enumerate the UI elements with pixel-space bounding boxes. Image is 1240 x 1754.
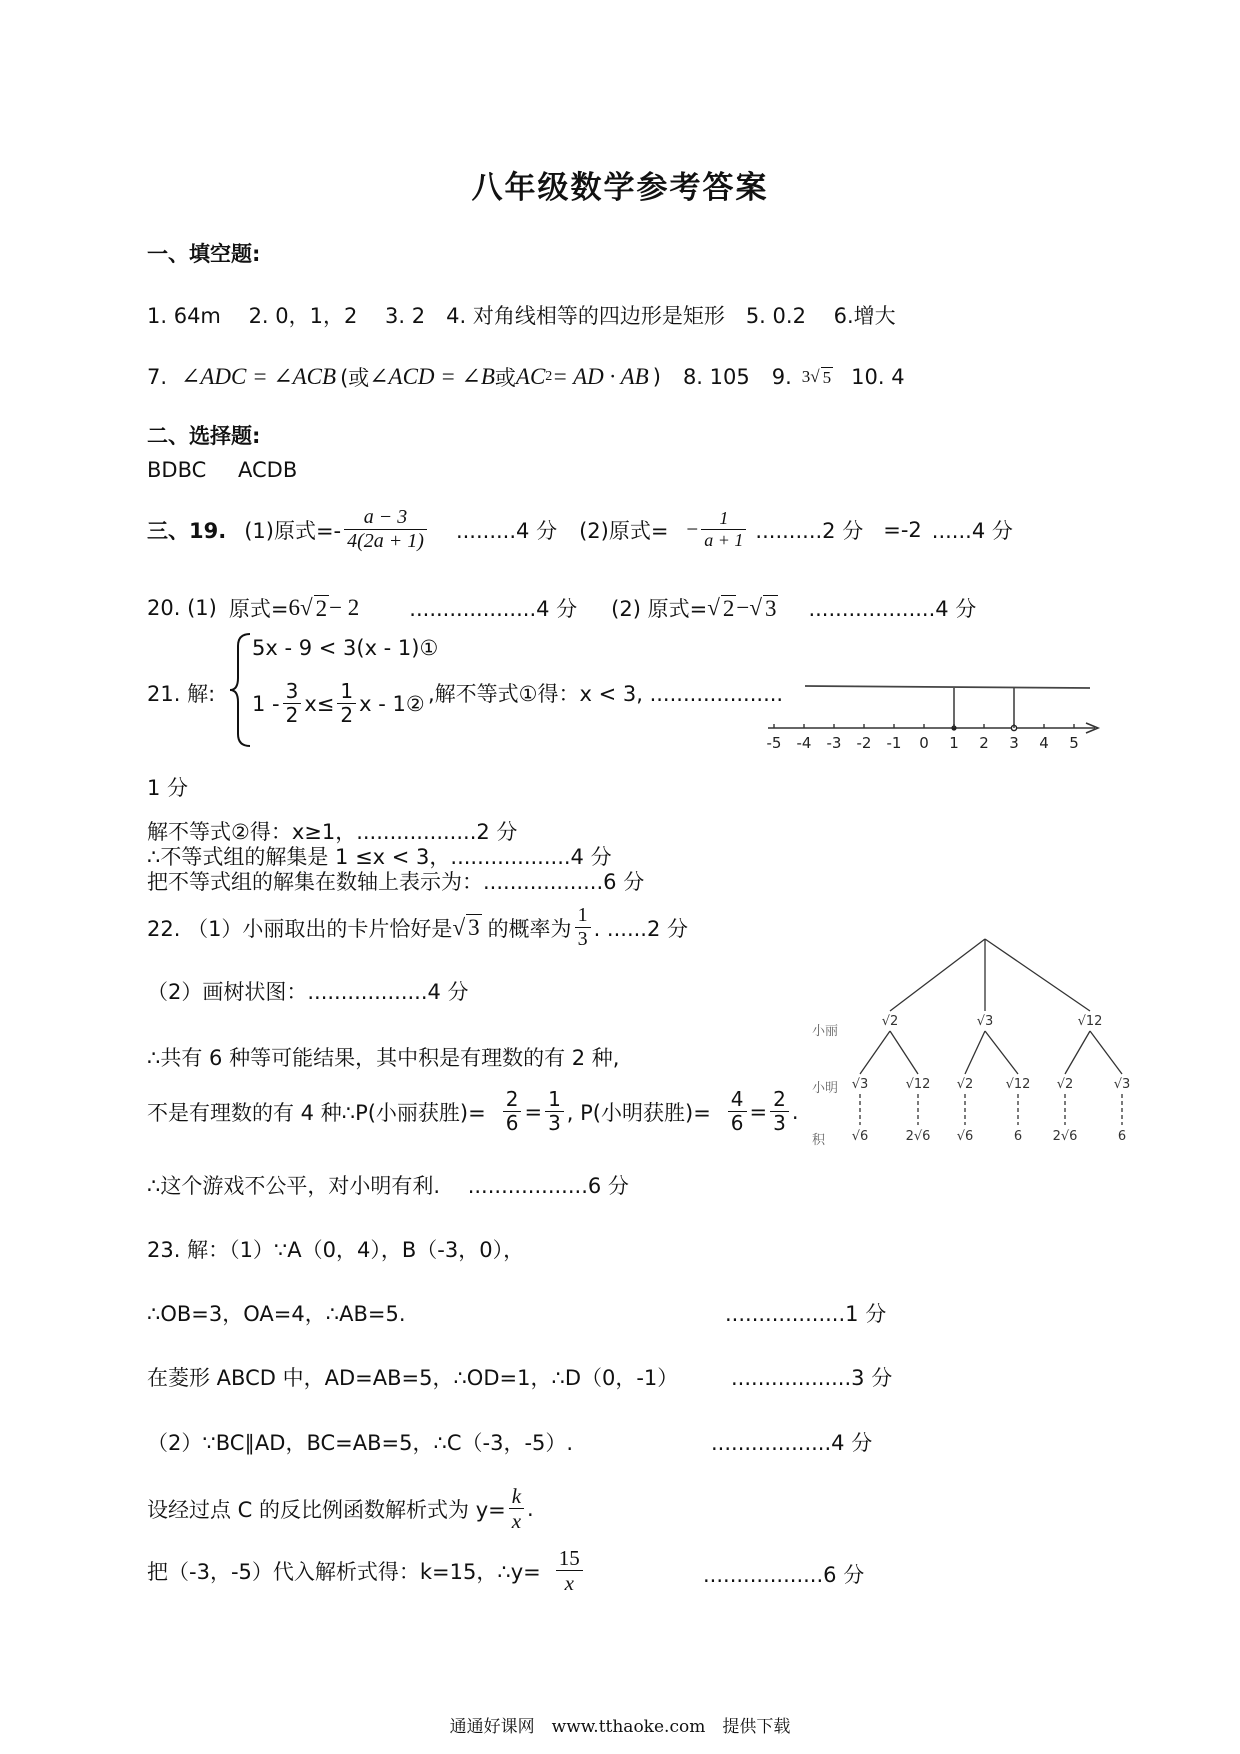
tick-label: -3	[826, 734, 842, 752]
q23-line-5	[147, 1484, 534, 1533]
q20-expr-1-coefficient: 6	[288, 595, 300, 620]
q22-fraction-2-3	[770, 1088, 789, 1135]
tree-product: √6	[851, 1129, 869, 1144]
q22-fraction-4-6-denominator: 6	[730, 1111, 744, 1135]
tick-label: -2	[856, 734, 872, 752]
q7-exponent: 2	[545, 369, 553, 384]
q21-fraction-1-2-denominator: 2	[340, 703, 354, 727]
q23-line-2: ∴OB=3，OA=4，∴AB=5.	[147, 1302, 406, 1326]
tree-row-label: 小丽	[812, 1024, 839, 1039]
tree-branch	[1090, 1031, 1122, 1074]
q21-score-1: 1 分	[147, 776, 189, 800]
q23-line-6	[147, 1546, 586, 1595]
q20-part2-label: (2) 原式=	[611, 597, 708, 621]
q23-fraction-k-x-denominator: x	[511, 1509, 522, 1534]
number-line	[760, 672, 1110, 752]
tree-row-label: 小明	[812, 1081, 839, 1096]
q21-inequality-2-x: x≤	[304, 691, 335, 716]
choice-answers-1: BDBC	[147, 458, 207, 482]
tree-node-level1: √2	[881, 1014, 899, 1029]
q22-part1-text: 22. （1）小丽取出的卡片恰好是	[147, 916, 453, 941]
q22-part4-text: 不是有理数的有 4 种∴P(小丽获胜)=	[147, 1100, 486, 1125]
q23-score-1: ..................1 分	[725, 1302, 887, 1326]
q22-conclusion: ∴这个游戏不公平，对小明有利. ..................6 分	[147, 1174, 629, 1198]
q21-step-4: 把不等式组的解集在数轴上表示为：..................6 分	[147, 870, 645, 894]
q19-fraction-2-denominator: a + 1	[704, 530, 744, 550]
q19-score-3: ......4 分	[931, 518, 1013, 543]
tree-node-level1: √12	[1077, 1014, 1103, 1029]
q23-score-3: ..................3 分	[731, 1366, 893, 1390]
q22-fraction-2-3-denominator: 3	[773, 1111, 786, 1135]
q22-fraction-2-6-numerator: 2	[503, 1088, 522, 1112]
q7-or-1: (或	[340, 366, 370, 390]
q23-score-6: ..................6 分	[703, 1563, 865, 1587]
q23-line-6-text: 把（-3，-5）代入解析式得：k=15，∴y=	[147, 1559, 541, 1584]
tree-product: 6	[1117, 1129, 1127, 1144]
q23-score-4: ..................4 分	[711, 1431, 873, 1455]
tree-product: 6	[1013, 1129, 1023, 1144]
q19-fraction-2-numerator: 1	[701, 508, 746, 530]
q23-fraction-15-x	[556, 1546, 583, 1595]
number-line-ray	[805, 686, 1090, 688]
q7-answer-c: AC	[515, 364, 546, 389]
q20-expr-1-radicand: 2	[315, 595, 328, 621]
q21-step-3: ∴不等式组的解集是 1 ≤x < 3，..................4 分	[147, 845, 612, 869]
q22-fraction-2-3-numerator: 2	[770, 1088, 789, 1112]
q22-sqrt3: 3	[468, 915, 480, 940]
q7-answer-a: ∠ADC = ∠ACB	[181, 364, 337, 389]
q19-fraction-2	[701, 508, 746, 550]
q20-answer: 20. (1) 原式= 6 √ 2 − 2 ...................4 分 (2) 原式= √ 2 − √ 3 ...................4 分	[147, 595, 977, 621]
q21-label: 21. 解:	[147, 682, 216, 706]
q21-inequality-1: 5x - 9 < 3(x - 1)①	[252, 636, 439, 660]
q19-part1-label: (1)原式=-	[244, 518, 342, 543]
q21-fraction-1-2	[337, 680, 356, 727]
q20-expr-2-radicand-2: 3	[764, 595, 777, 621]
q9-number: 9.	[771, 365, 792, 389]
tree-branch	[965, 1031, 985, 1074]
tree-node-level2: √12	[1005, 1077, 1031, 1092]
fill-blank-answers-7-10: 7. ∠ADC = ∠ACB (或 ∠ACD = ∠B 或 AC 2 = AD · AB ) 8. 105 9. 3 √ 5 10. 4	[147, 364, 905, 390]
q22-fraction-2-6	[503, 1088, 522, 1135]
q23-line-4: （2）∵BC∥AD，BC=AB=5，∴C（-3，-5）.	[147, 1431, 574, 1455]
q22-part1: 22. （1）小丽取出的卡片恰好是 √ 3 的概率为 $\frac{1}{3}$ . ......2 分	[147, 904, 689, 950]
q22-fraction-2-6-denominator: 6	[505, 1111, 519, 1135]
q19-part3: =-2	[883, 517, 922, 542]
q20-score-2: ...................4 分	[808, 597, 977, 621]
q22-equals-1: =	[524, 1099, 543, 1124]
q22-part1-text-2: 的概率为	[487, 916, 572, 941]
tree-branch	[860, 1031, 890, 1074]
footer-source: 通通好课网 www.tthaoke.com 提供下载	[449, 1717, 791, 1737]
q21-fraction-3-2-numerator: 3	[283, 680, 302, 704]
q7-number: 7.	[147, 365, 168, 389]
tick-label: 1	[949, 734, 959, 752]
q7-answer-b: ∠ACD = ∠B	[369, 364, 495, 389]
q20-expr-1-tail: − 2	[329, 595, 360, 620]
q22-part2: （2）画树状图：..................4 分	[147, 980, 469, 1004]
q21-fraction-1-2-numerator: 1	[337, 680, 356, 704]
tick-label: 2	[979, 734, 989, 752]
q20-part1-label: 原式=	[228, 597, 289, 621]
tree-product: 2√6	[905, 1129, 931, 1144]
q19-score-2: ..........2 分	[755, 518, 864, 543]
q22-fraction-4-6	[728, 1088, 747, 1135]
q22-fraction-1-3-numerator: 1	[545, 1088, 564, 1112]
tick-label: 0	[919, 734, 929, 752]
q22-probability-numerator: 1	[575, 904, 591, 928]
tree-node-level2: √3	[851, 1077, 869, 1092]
q22-part4-text-2: , P(小明获胜)=	[566, 1100, 711, 1125]
tick-label: -4	[796, 734, 812, 752]
tree-branch	[1065, 1031, 1090, 1074]
q7-or-2: 或	[494, 366, 516, 390]
q23-line-5-text: 设经过点 C 的反比例函数解析式为 y=	[147, 1497, 506, 1522]
q22-part3: ∴共有 6 种等可能结果，其中积是有理数的有 2 种,	[147, 1046, 620, 1070]
q22-part4-end: .	[791, 1099, 799, 1124]
q10-answer: 10. 4	[851, 365, 905, 389]
tree-node-level1: √3	[976, 1014, 994, 1029]
q8-answer: 8. 105	[682, 365, 750, 389]
q22-equals-2: =	[749, 1099, 768, 1124]
q20-score-1: ...................4 分	[409, 597, 578, 621]
q22-part1-score: . ......2 分	[593, 916, 689, 941]
tree-product: 2√6	[1052, 1129, 1078, 1144]
tree-product: √6	[956, 1129, 974, 1144]
tree-branch	[985, 1031, 1018, 1074]
tick-label: -1	[886, 734, 902, 752]
tree-node-level2: √3	[1113, 1077, 1131, 1092]
q23-fraction-k-x-numerator: k	[509, 1484, 524, 1509]
tick-label: 3	[1009, 734, 1019, 752]
page-title: 八年级数学参考答案	[471, 170, 769, 206]
tree-branch	[890, 1031, 918, 1074]
q20-expr-2-radicand-1: 2	[722, 595, 735, 621]
q21-inequality-2-end: x - 1②	[359, 691, 425, 716]
tree-node-level2: √2	[1056, 1077, 1074, 1092]
q7-answer-d: = AD · AB	[552, 364, 649, 389]
q19-part2-label: (2)原式=	[579, 518, 669, 543]
q19-fraction-1-numerator: a − 3	[344, 506, 427, 530]
q9-coefficient: 3	[801, 367, 811, 386]
q19-score-1: .........4 分	[455, 518, 558, 543]
tick-label: 5	[1069, 734, 1079, 752]
q21-solve-step-1: ,解不等式①得：x < 3, ....................	[428, 682, 784, 706]
tree-branch	[985, 939, 1090, 1011]
q20-label: 20. (1)	[147, 596, 217, 620]
q23-line-3: 在菱形 ABCD 中，AD=AB=5，∴OD=1，∴D（0，-1）	[147, 1366, 679, 1390]
q22-probability-fraction	[575, 904, 591, 951]
q21-fraction-3-2-denominator: 2	[285, 703, 299, 727]
section-choice-heading: 二、选择题:	[147, 424, 261, 448]
tree-node-level2: √12	[905, 1077, 931, 1092]
q22-fraction-1-3	[545, 1088, 564, 1135]
q21-fraction-3-2	[283, 680, 302, 727]
q9-radicand: 5	[822, 367, 832, 387]
q21-inequality-2-start: 1 -	[252, 691, 280, 716]
tick-label: -5	[766, 734, 782, 752]
q21-step-2: 解不等式②得：x≥1，..................2 分	[147, 820, 518, 844]
q20-expr-2-minus: −	[736, 595, 750, 620]
fill-blank-answers-1-6: 1. 64m 2. 0，1，2 3. 2 4. 对角线相等的四边形是矩形 5. 0.2 6.增大	[147, 304, 896, 328]
choice-answers-2: ACDB	[238, 458, 298, 482]
q21-inequality-2	[252, 680, 425, 727]
q22-fraction-1-3-denominator: 3	[548, 1111, 561, 1135]
q22-probability-denominator: 3	[577, 928, 588, 950]
q7-close: )	[652, 365, 661, 389]
q19-label: 三、19.	[147, 518, 227, 543]
tree-node-level2: √2	[956, 1077, 974, 1092]
q23-line-5-end: .	[527, 1496, 534, 1521]
q19-fraction-1-denominator: 4(2a + 1)	[347, 530, 424, 552]
q22-fraction-4-6-numerator: 4	[728, 1088, 747, 1112]
section-fill-blank-heading: 一、填空题:	[147, 242, 261, 266]
q23-fraction-15-x-denominator: x	[564, 1571, 574, 1596]
q23-fraction-k-x	[509, 1484, 524, 1533]
tree-diagram	[800, 935, 1135, 1155]
tree-branch	[890, 939, 985, 1011]
tree-row-label: 积	[812, 1133, 826, 1148]
q19-fraction-1	[344, 506, 427, 553]
q19-answer	[147, 506, 1013, 553]
q23-line-1: 23. 解：（1）∵A（0，4），B（-3，0），	[147, 1238, 525, 1262]
q23-fraction-15-x-numerator: 15	[556, 1546, 583, 1571]
tick-label: 4	[1039, 734, 1049, 752]
q19-negative-sign: −	[686, 517, 699, 541]
q22-part4	[147, 1088, 799, 1135]
